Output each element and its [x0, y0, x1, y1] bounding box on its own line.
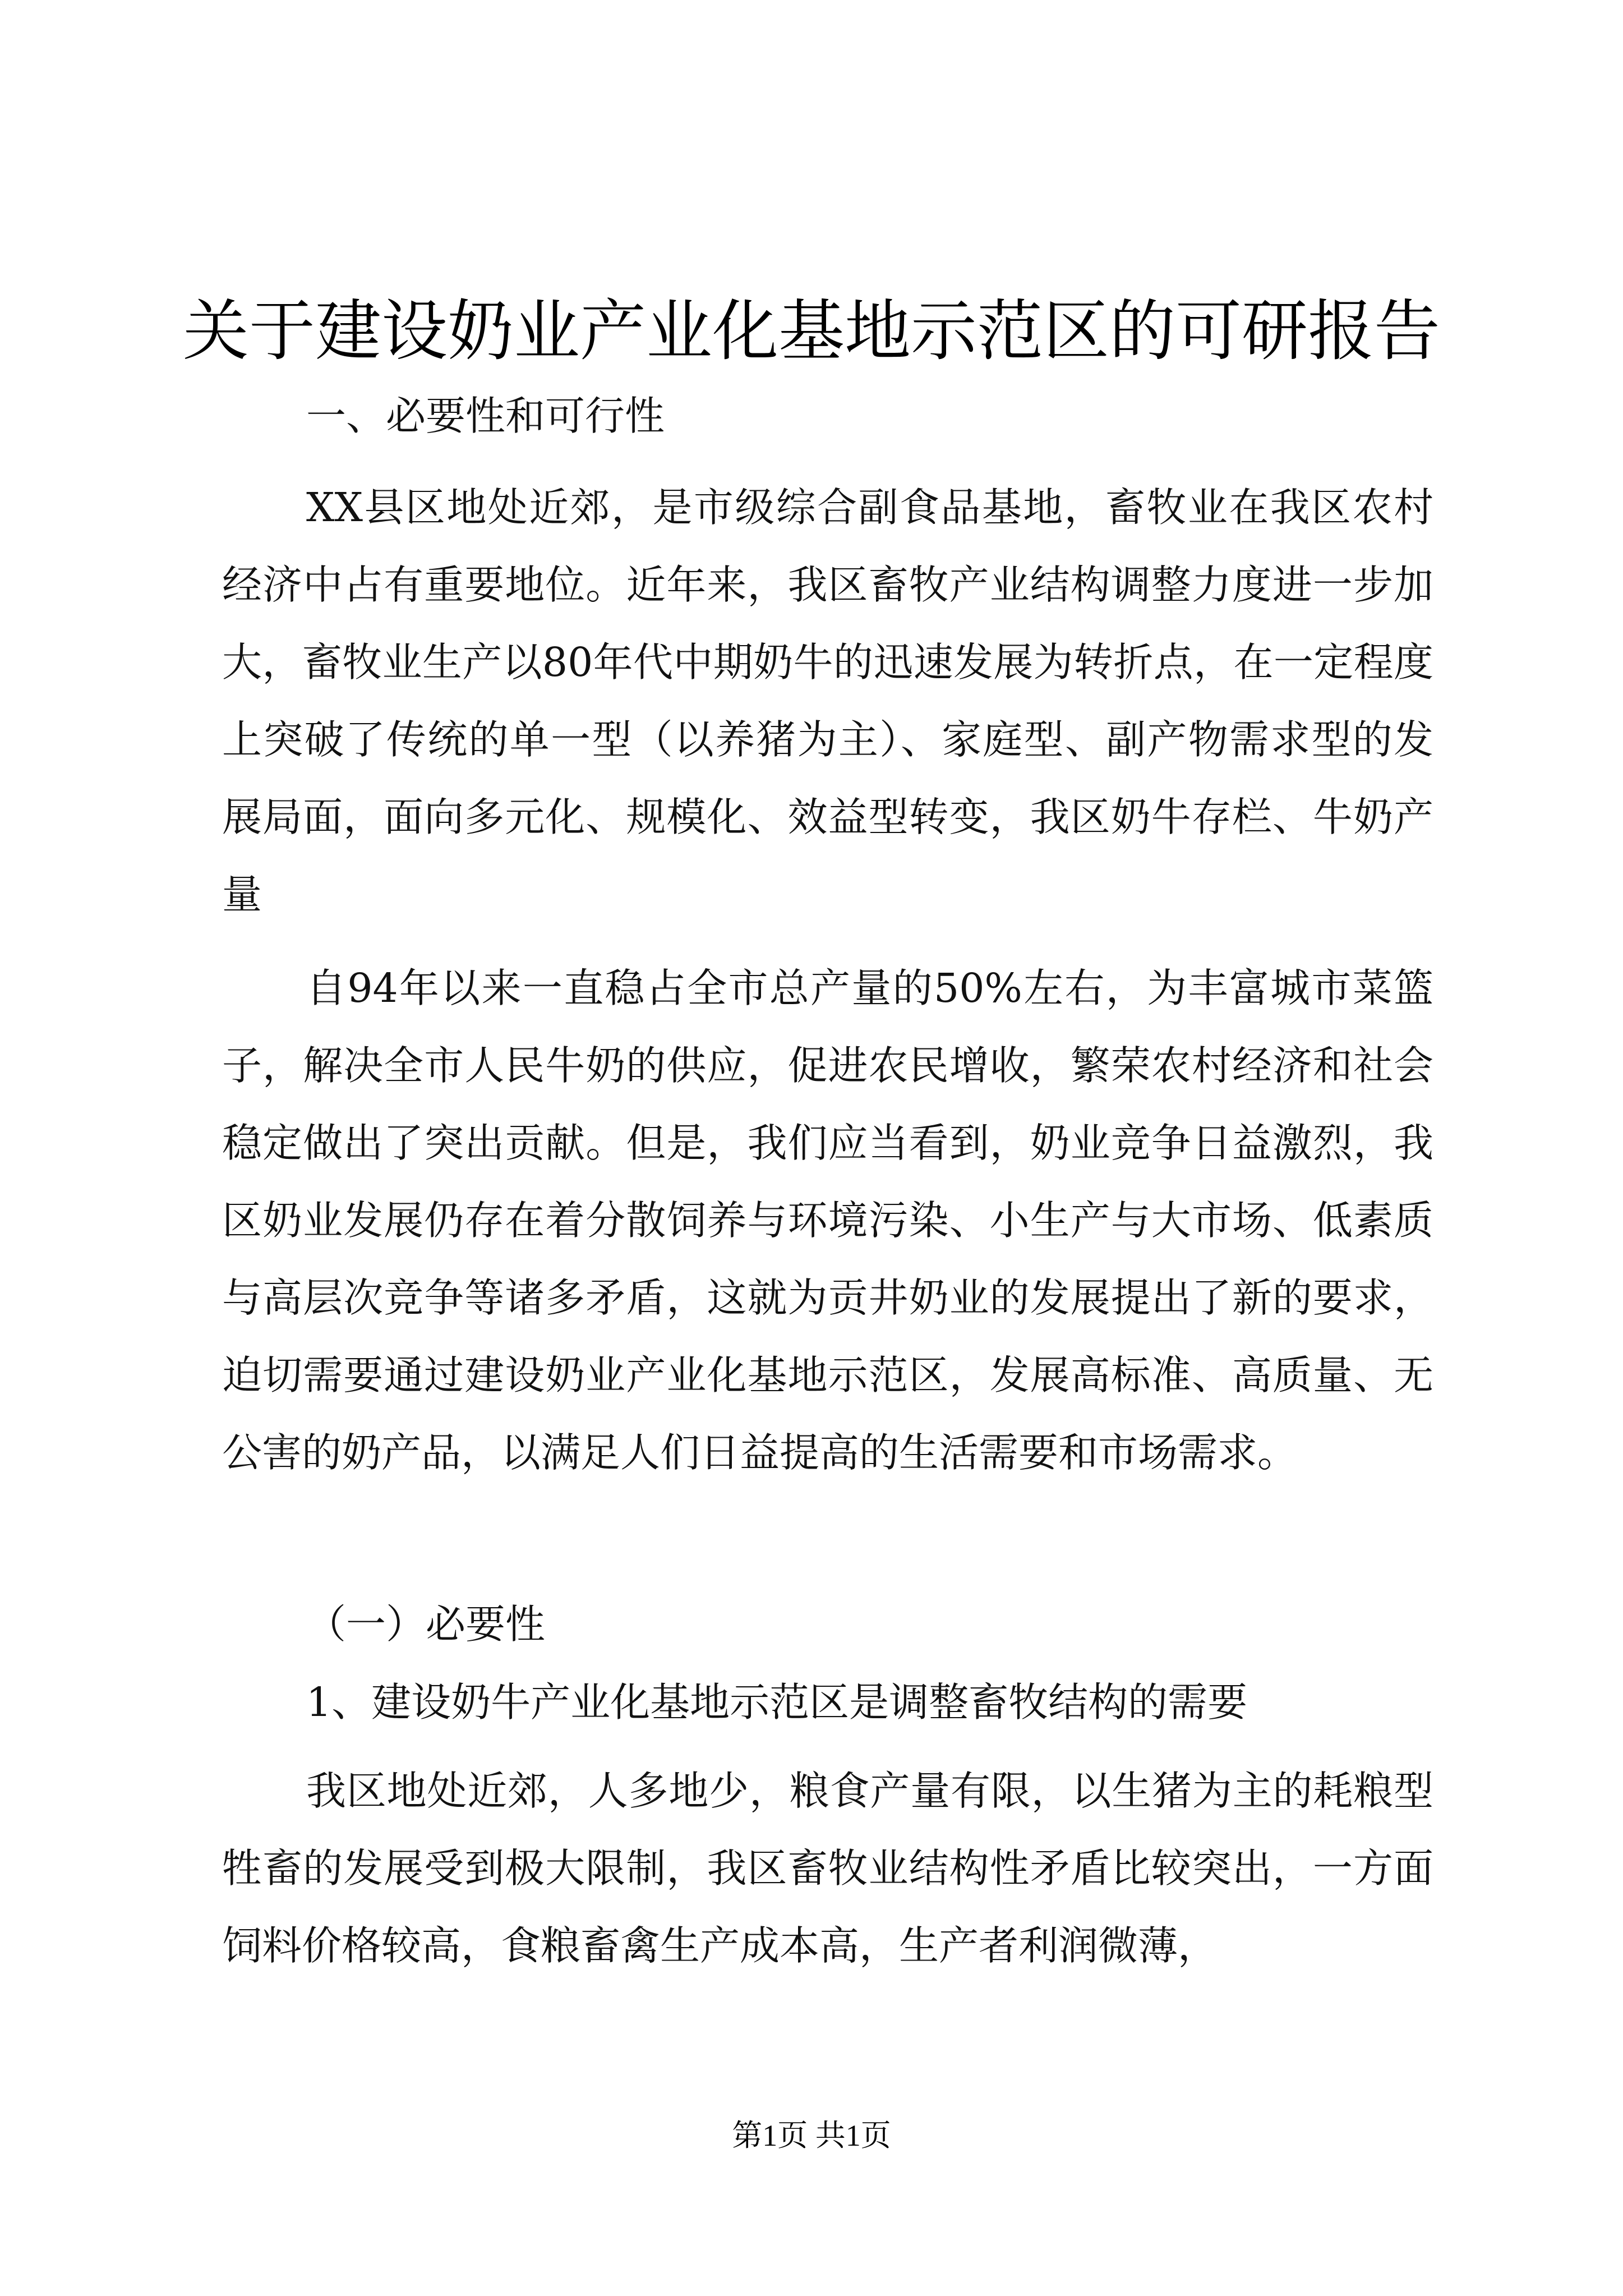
page-footer: 第1页 共1页	[732, 2119, 891, 2152]
section-heading-necessity-feasibility: 一、必要性和可行性	[306, 393, 665, 439]
document-title: 关于建设奶业产业化基地示范区的可研报告	[182, 292, 1440, 370]
paragraph-land-constraints: 我区地处近郊，人多地少，粮食产量有限，以生猪为主的耗粮型牲畜的发展受到极大限制，我区畜牧业结构性矛盾比较突出，一方面饲料价格较高，食粮畜禽生产成本高，生产者利润微薄，	[222, 1768, 1433, 1969]
paragraph-district-overview: XX县区地处近郊，是市级综合副食品基地，畜牧业在我区农村经济中占有重要地位。近年来，我区畜牧产业结构调整力度进一步加大，畜牧业生产以80年代中期奶牛的迅速发展为转折点，在一定程度上突破了传统的单一型（以养猪为主）、家庭型、副产物需求型的发展局面，面向多元化、规模化、效益型转变，我区奶牛存栏、牛奶产量	[222, 484, 1433, 918]
document-body	[222, 0, 1433, 2076]
paragraph-market-share: 自94年以来一直稳占全市总产量的50%左右，为丰富城市菜篮子，解决全市人民牛奶的供应，促进农民增收，繁荣农村经济和社会稳定做出了突出贡献。但是，我们应当看到，奶业竞争日益激烈，我区奶业发展仍存在着分散饲养与环境污染、小生产与大市场、低素质与高层次竞争等诸多矛盾，这就为贡井奶业的发展提出了新的要求，迫切需要通过建设奶业产业化基地示范区，发展高标准、高质量、无公害的奶产品，以满足人们日益提高的生活需要和市场需求。	[222, 965, 1433, 1476]
subheading-structure-adjustment: 1、建设奶牛产业化基地示范区是调整畜牧结构的需要	[306, 1679, 1248, 1726]
subheading-necessity: （一）必要性	[306, 1601, 546, 1648]
